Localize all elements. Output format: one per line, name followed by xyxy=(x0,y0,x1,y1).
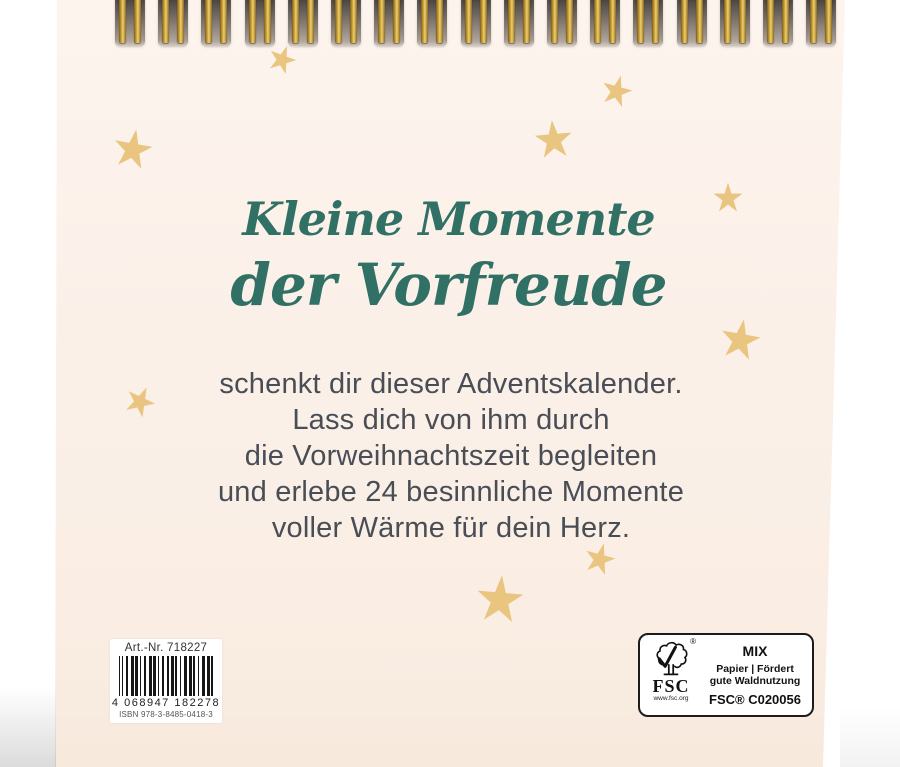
binding-wire-icon xyxy=(681,0,688,43)
binding-wire-icon xyxy=(350,0,357,43)
binding-slot xyxy=(158,0,188,46)
article-number: Art.-Nr. 718227 xyxy=(124,642,208,654)
page-title xyxy=(57,188,840,320)
description-line: voller Wärme für dein Herz. xyxy=(271,512,631,544)
fsc-text-column xyxy=(702,635,812,715)
binding-slot xyxy=(590,0,620,46)
binding-slot xyxy=(633,0,663,46)
binding-slot xyxy=(763,0,793,46)
fsc-website: www.fsc.org xyxy=(653,695,689,702)
binding-wire-icon xyxy=(566,0,573,43)
fsc-grade: MIX xyxy=(742,643,768,659)
fsc-tree-icon xyxy=(653,640,689,678)
fsc-acronym: FSC xyxy=(652,676,690,696)
binding-wire-icon xyxy=(119,0,126,43)
binding-slot xyxy=(461,0,491,46)
binding-slot xyxy=(417,0,447,46)
binding-slot xyxy=(547,0,577,46)
description-line: und erlebe 24 besinnliche Momente xyxy=(217,476,685,508)
binding-slot xyxy=(331,0,361,46)
binding-wire-icon xyxy=(825,0,832,43)
binding-wire-icon xyxy=(739,0,746,43)
floor-shadow xyxy=(840,707,900,767)
barcode-label xyxy=(110,639,222,723)
binding-slot xyxy=(288,0,318,46)
fsc-claim-line-2: gute Waldnutzung xyxy=(709,675,801,687)
binding-slot xyxy=(245,0,275,46)
title-line-1: Kleine Momente xyxy=(242,192,655,246)
binding-wire-icon xyxy=(782,0,789,43)
binding-wire-icon xyxy=(465,0,472,43)
binding-wire-icon xyxy=(551,0,558,43)
spiral-binding xyxy=(0,0,900,60)
binding-wire-icon xyxy=(609,0,616,43)
binding-wire-icon xyxy=(810,0,817,43)
binding-wire-icon xyxy=(220,0,227,43)
registered-trademark-symbol: ® xyxy=(690,637,696,646)
binding-wire-icon xyxy=(637,0,644,43)
binding-wire-icon xyxy=(421,0,428,43)
fsc-certification-label xyxy=(638,633,814,717)
binding-slot xyxy=(720,0,750,46)
binding-wire-icon xyxy=(767,0,774,43)
description-line: die Vorweihnachtszeit begleiten xyxy=(244,440,658,472)
binding-wire-icon xyxy=(378,0,385,43)
binding-wire-icon xyxy=(508,0,515,43)
fsc-claim-line-1: Papier | Fördert xyxy=(716,663,794,675)
binding-wire-icon xyxy=(205,0,212,43)
binding-slot xyxy=(504,0,534,46)
barcode-bar xyxy=(211,656,212,696)
binding-wire-icon xyxy=(335,0,342,43)
binding-wire-icon xyxy=(177,0,184,43)
binding-wire-icon xyxy=(594,0,601,43)
binding-slot xyxy=(201,0,231,46)
binding-wire-icon xyxy=(307,0,314,43)
binding-slot xyxy=(115,0,145,46)
binding-wire-icon xyxy=(162,0,169,43)
binding-wire-icon xyxy=(134,0,141,43)
binding-wire-icon xyxy=(249,0,256,43)
binding-slot xyxy=(677,0,707,46)
binding-wire-icon xyxy=(264,0,271,43)
title-line-2: der Vorfreude xyxy=(230,251,667,319)
binding-wire-icon xyxy=(436,0,443,43)
binding-wire-icon xyxy=(724,0,731,43)
description-text xyxy=(57,366,845,546)
fsc-logo-column xyxy=(640,635,702,715)
binding-wire-icon xyxy=(292,0,299,43)
ean-digits: 4 068947 182278 xyxy=(111,697,221,709)
binding-wire-icon xyxy=(523,0,530,43)
barcode-bars xyxy=(119,656,213,696)
description-line: schenkt dir dieser Adventskalender. xyxy=(219,368,683,400)
binding-wire-icon xyxy=(393,0,400,43)
binding-slot xyxy=(374,0,404,46)
isbn-number: ISBN 978-3-8485-0418-3 xyxy=(119,710,213,719)
fsc-license-code: FSC® C020056 xyxy=(709,692,801,707)
binding-wire-icon xyxy=(652,0,659,43)
binding-slot xyxy=(806,0,836,46)
binding-wire-icon xyxy=(696,0,703,43)
binding-wire-icon xyxy=(480,0,487,43)
floor-shadow xyxy=(0,687,56,767)
description-line: Lass dich von ihm durch xyxy=(292,404,610,436)
